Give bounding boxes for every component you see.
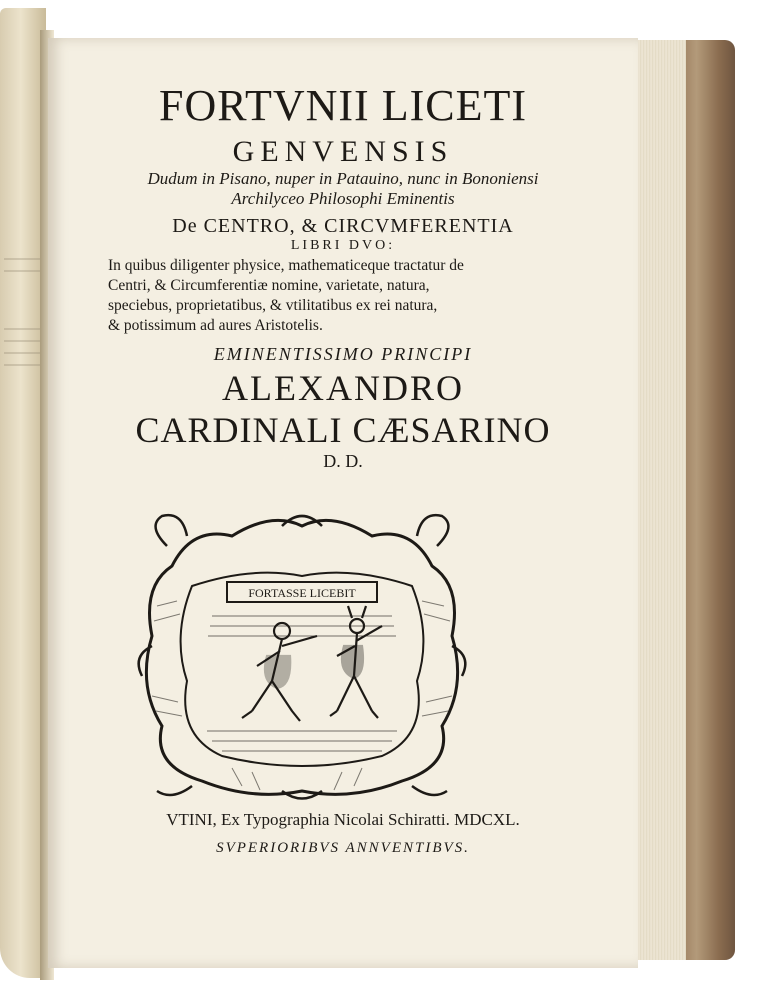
dd-line: D. D.	[323, 451, 363, 471]
books-count: LIBRI DVO:	[290, 238, 396, 253]
description-line: speciebus, proprietatibus, & vtilitatibus ex rei natura,	[108, 297, 438, 314]
faded-text-line	[4, 364, 40, 366]
satyr-figure-icon	[330, 606, 382, 718]
leather-cover	[680, 40, 735, 960]
dedication-line: EMINENTISSIMO PRINCIPI	[213, 344, 473, 364]
device-motto: FORTASSE LICEBIT	[248, 586, 356, 600]
author-line: FORTVNII LICETI	[159, 81, 527, 130]
page-edges	[630, 40, 686, 960]
book-title: De CENTRO, & CIRCVMFERENTIA	[172, 215, 514, 237]
permission-line: SVPERIORIBVS ANNVENTIBVS.	[216, 840, 470, 856]
faded-text-line	[4, 340, 40, 342]
description-line: Centri, & Circumferentiæ nomine, varietate, natura,	[108, 277, 430, 294]
printer-device-woodcut	[132, 506, 472, 806]
faded-text-line	[4, 270, 40, 272]
faded-text-line	[4, 258, 40, 260]
career-line: Dudum in Pisano, nuper in Patauino, nunc in Bononiensi	[147, 169, 539, 188]
running-figure-icon	[242, 623, 317, 721]
faded-text-line	[4, 352, 40, 354]
origin-line: GENVENSIS	[232, 135, 454, 168]
description-line: In quibus diligenter physice, mathematiceque tractatur de	[108, 257, 464, 274]
career-line: Archilyceo Philosophi Eminentis	[231, 189, 455, 208]
description-line: & potissimum ad aures Aristotelis.	[108, 317, 323, 334]
title-text	[48, 80, 638, 472]
dedicatee-title: CARDINALI CÆSARINO	[135, 410, 551, 450]
faded-text-line	[4, 328, 40, 330]
dedicatee-name: ALEXANDRO	[222, 368, 464, 408]
description	[108, 256, 578, 336]
imprint-line: VTINI, Ex Typographia Nicolai Schiratti. MDCXL.	[166, 810, 520, 829]
